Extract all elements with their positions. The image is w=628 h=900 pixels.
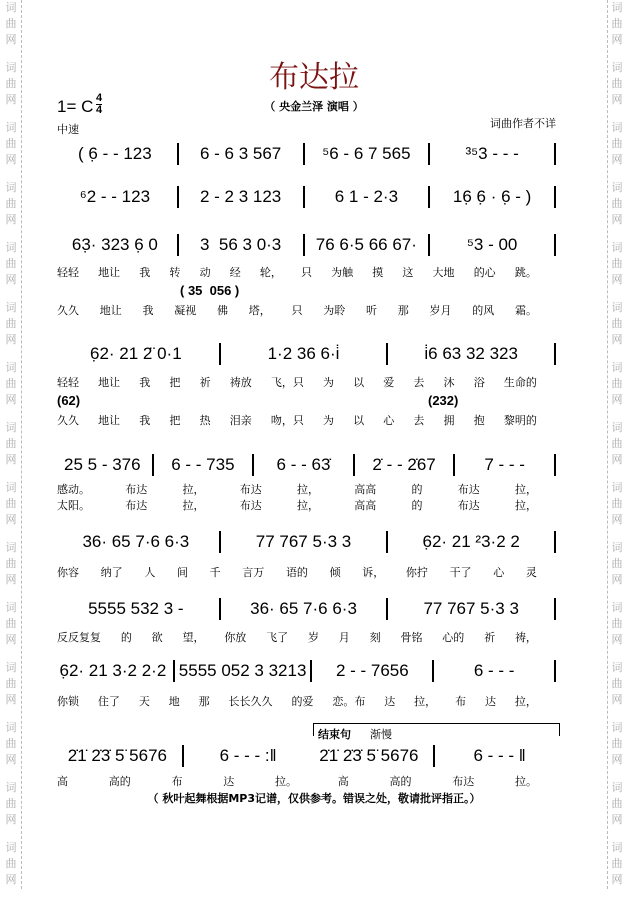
lyric-word: 为: [322, 376, 334, 389]
lyric-word: 飞了: [266, 631, 289, 644]
lyric-word: 动: [199, 266, 211, 279]
bar-line: [303, 186, 305, 208]
lyric-word: 拉，: [297, 499, 319, 512]
notation-row: [57, 143, 560, 165]
lyric-word: 的: [411, 483, 423, 496]
lyric-word: 的: [120, 631, 132, 644]
lyric-line: [57, 374, 537, 390]
measure: 6̣2· 21 3·2 2·2: [59, 661, 167, 680]
notation-row: [57, 660, 560, 682]
lyric-word: 我: [142, 304, 154, 317]
paren-notes: (62): [57, 393, 81, 408]
bar-line: [554, 186, 556, 208]
bar-line: [310, 660, 312, 682]
measure: 2 - 2 3 123: [199, 187, 282, 206]
bar-line: [219, 531, 221, 553]
measure: 7 - - -: [484, 455, 525, 474]
lyric-word: 的风: [472, 304, 495, 317]
lyric-word: 拉，: [515, 483, 537, 496]
measure: 3 56 3 0·3: [199, 235, 282, 254]
measure: 25 5 - 376: [64, 455, 141, 474]
lyric-word: 塔，: [248, 304, 271, 317]
lyric-word: 拉，: [297, 483, 319, 496]
lyric-word: 灵: [525, 566, 537, 579]
lyric-word: 间: [176, 566, 188, 579]
lyric-word: 霜。: [515, 304, 537, 317]
lyric-word: 祷放: [229, 376, 252, 389]
credit: 词曲作者不详: [490, 117, 556, 130]
lyric-word: 黎明的: [503, 414, 537, 427]
lyric-word: 地让: [98, 376, 121, 389]
measure: 2̇1̇ 2̇3̇ 5̈ 5676: [319, 746, 419, 765]
lyric-word: 经: [229, 266, 241, 279]
lyric-word: 抱: [473, 414, 485, 427]
lyric-word: 太阳。: [57, 499, 90, 512]
lyric-word: 拉。: [275, 775, 297, 788]
measure: 6 - - - :‖: [219, 746, 277, 765]
lyric-word: 布: [455, 695, 467, 708]
bar-line: [428, 143, 430, 165]
measure: 5555 532 3 -: [88, 599, 184, 618]
lyric-word: 去: [413, 414, 425, 427]
lyric-word: 望，: [182, 631, 205, 644]
singer: （ 央金兰泽 演唱 ）: [264, 100, 364, 113]
lyric-word: 干了: [449, 566, 472, 579]
notation-row: [57, 343, 560, 365]
lyric-word: 只: [300, 266, 312, 279]
ritardando-mark: 渐慢: [370, 728, 392, 741]
lyric-word: 布达: [239, 483, 262, 496]
bar-line: [433, 745, 435, 767]
lyric-word: 达: [484, 695, 496, 708]
lyric-word: 的心: [473, 266, 496, 279]
lyric-word: 拉，: [515, 499, 537, 512]
lyric-word: 达: [384, 695, 396, 708]
lyric-word: 地让: [99, 304, 122, 317]
watermark-right: 词 曲 网 词 曲 网 词 曲 网 词 曲 网 词 曲 网 词 曲 网 词 曲 网 词 曲 网 词 曲 网 词 曲 网 词 曲 网 词 曲 网 词 曲 网 词 曲 网 词 曲 网: [611, 1, 623, 886]
lyric-word: 高高: [354, 499, 377, 512]
notation-row: [57, 598, 560, 620]
lyric-word: 感动。: [57, 483, 90, 496]
lyric-word: 你容: [57, 566, 79, 579]
bar-line: [303, 234, 305, 256]
lyric-line: [57, 412, 537, 428]
lyric-line: [57, 773, 537, 789]
lyric-word: 月: [338, 631, 350, 644]
lyric-word: 那: [397, 304, 409, 317]
measure: 6 - - -: [473, 661, 515, 680]
bar-line: [432, 660, 434, 682]
key-signature: 1= C: [57, 97, 94, 116]
lyric-word: 把: [169, 376, 181, 389]
bar-line: [177, 186, 179, 208]
watermark-left: 词 曲 网 词 曲 网 词 曲 网 词 曲 网 词 曲 网 词 曲 网 词 曲 网 词 曲 网 词 曲 网 词 曲 网 词 曲 网 词 曲 网 词 曲 网 词 曲 网 词 曲 网: [5, 1, 17, 886]
lyric-word: 那: [198, 695, 210, 708]
lyric-word: 骨铭: [400, 631, 423, 644]
bar-line: [386, 343, 388, 365]
lyric-word: 拉，: [182, 483, 205, 496]
lyric-line: [57, 481, 537, 497]
measure: ⁵6 - 6 7 565: [322, 144, 411, 163]
lyric-word: 祈: [199, 376, 211, 389]
lyric-line: [57, 693, 537, 709]
lyric-word: 久久: [57, 304, 79, 317]
lyric-word: 转: [169, 266, 181, 279]
lyric-word: 布: [171, 775, 183, 788]
lyric-word: 你拧: [405, 566, 428, 579]
lyric-word: 拉，: [414, 695, 437, 708]
lyric-word: 我: [139, 376, 151, 389]
bar-line: [177, 234, 179, 256]
lyric-word: 为触: [331, 266, 354, 279]
lyric-word: 地让: [98, 414, 121, 427]
bar-line: [554, 343, 556, 365]
lyric-word: 人: [144, 566, 156, 579]
measure: 6̣2· 21 ²3·2 2: [422, 532, 520, 551]
lyric-word: 为聆: [323, 304, 346, 317]
lyric-word: 你放: [224, 631, 247, 644]
bar-line: [554, 660, 556, 682]
lyric-word: 沐: [443, 376, 455, 389]
measure: 36· 65 7·6 6·3: [250, 599, 357, 618]
notation-row: [57, 531, 560, 553]
measure: 63̣· 323 6̣ 0: [71, 235, 158, 254]
lyric-word: 只: [291, 304, 303, 317]
lyric-word: 泪亲: [229, 414, 252, 427]
lyric-word: 倾: [329, 566, 341, 579]
lyric-word: 浴: [473, 376, 485, 389]
lyric-word: 欲: [151, 631, 163, 644]
lyric-word: 岁月: [429, 304, 452, 317]
notation-row: [57, 745, 560, 767]
tempo-mark: 中速: [57, 123, 79, 136]
lyric-word: 轻轻: [57, 376, 79, 389]
measure: ³⁵3 - - -: [465, 144, 519, 163]
notation-row: [57, 454, 560, 476]
bar-line: [386, 598, 388, 620]
lyric-word: 心的: [442, 631, 465, 644]
measure: 6 - 6 3 567: [199, 144, 282, 163]
measure: 2̇ - - 2̇67: [372, 455, 436, 474]
lyric-word: 拉。: [515, 775, 537, 788]
measure: 2̇1̇ 2̇3̇ 5̈ 5676: [67, 746, 167, 765]
lyric-word: 你锁: [57, 695, 79, 708]
lyric-word: 布达: [239, 499, 262, 512]
lyric-word: 纳了: [100, 566, 123, 579]
measure: 6 - - 63̇: [276, 455, 331, 474]
lyric-word: 长长久久: [228, 695, 273, 708]
lyric-line: [57, 629, 537, 645]
lyric-word: 热: [199, 414, 211, 427]
bar-line: [554, 234, 556, 256]
bar-line: [554, 454, 556, 476]
lyric-word: 轮，: [259, 266, 282, 279]
bar-line: [177, 143, 179, 165]
lyric-line: [57, 264, 537, 280]
lyric-word: 大地: [432, 266, 455, 279]
bar-line: [353, 454, 355, 476]
bar-line: [554, 598, 556, 620]
right-margin-line: [607, 0, 608, 889]
lyric-word: 住了: [97, 695, 120, 708]
lyric-word: 布达: [457, 483, 480, 496]
measure: 36· 65 7·6 6·3: [82, 532, 190, 551]
bar-line: [386, 531, 388, 553]
ending-label: 结束句: [318, 728, 351, 741]
lyric-word: 把: [169, 414, 181, 427]
lyric-word: 岁: [307, 631, 319, 644]
lyric-word: 的爱: [291, 695, 314, 708]
measure: 77 767 5·3 3: [423, 599, 519, 618]
lyric-word: 布达: [125, 499, 148, 512]
lyric-word: 拉，: [514, 695, 537, 708]
lyric-word: 摸: [372, 266, 384, 279]
bar-line: [252, 454, 254, 476]
bar-line: [152, 454, 154, 476]
paren-notes: ( 35 056 ): [180, 283, 240, 298]
lyric-word: 我: [139, 414, 151, 427]
lyric-word: 拥: [443, 414, 455, 427]
bar-line: [554, 143, 556, 165]
lyric-word: 拉，: [182, 499, 205, 512]
lyric-word: 佛: [217, 304, 228, 317]
lyric-word: 天: [138, 695, 150, 708]
lyric-word: 以: [353, 414, 365, 427]
lyric-word: 这: [402, 266, 414, 279]
measure: 6 - - 735: [171, 455, 235, 474]
bar-line: [453, 454, 455, 476]
lyric-word: 高的: [108, 775, 131, 788]
lyric-word: 诉，: [362, 566, 385, 579]
lyric-word: 布达: [452, 775, 475, 788]
lyric-word: 高: [57, 775, 68, 788]
measure: 1·2 36 6·i̇: [267, 344, 340, 363]
lyric-word: 的: [411, 499, 423, 512]
measure: ⁶2 - - 123: [79, 187, 151, 206]
measure: ⁵3 - 00: [466, 235, 518, 254]
lyric-word: 布达: [125, 483, 148, 496]
song-title: 布达拉: [269, 60, 359, 95]
bar-line: [428, 234, 430, 256]
lyric-word: 祷，: [514, 631, 537, 644]
lyric-word: 去: [413, 376, 425, 389]
lyric-word: 达: [223, 775, 235, 788]
measure: 5555 052 3 3213: [178, 661, 307, 680]
lyric-word: 语的: [285, 566, 308, 579]
lyric-word: 言万: [242, 566, 265, 579]
measure: 6̣2· 21 2̈ 0·1: [89, 344, 182, 363]
lyric-word: 布达: [457, 499, 480, 512]
bar-line: [554, 531, 556, 553]
bar-line: [303, 143, 305, 165]
measure: i̇6 63 32 323: [424, 344, 518, 363]
lyric-word: 高的: [389, 775, 412, 788]
bar-line: [173, 660, 175, 682]
measure: 6 1 - 2·3: [334, 187, 399, 206]
lyric-word: 祈: [484, 631, 496, 644]
bar-line: [428, 186, 430, 208]
lyric-word: 高: [337, 775, 349, 788]
lyric-word: 轻轻: [57, 266, 79, 279]
measure: 2 - - 7656: [335, 661, 409, 680]
measure: 16̣ 6̣ · 6̣ - ): [452, 187, 532, 206]
lyric-word: 久久: [57, 414, 79, 427]
bar-line: [182, 745, 184, 767]
lyric-word: 千: [209, 566, 221, 579]
lyric-word: 高高: [354, 483, 377, 496]
measure: 76 6·5 66 67·: [315, 235, 417, 254]
lyric-word: 飞，只: [270, 376, 304, 389]
time-top: 4: [96, 92, 103, 104]
lyric-word: 心: [493, 566, 505, 579]
lyric-word: 生命的: [503, 376, 537, 389]
lyric-word: 为: [322, 414, 334, 427]
lyric-word: 反反复复: [57, 631, 101, 644]
lyric-word: 刻: [369, 631, 381, 644]
lyric-word: 我: [139, 266, 151, 279]
lyric-word: 吻，只: [270, 414, 304, 427]
lyric-line: [57, 302, 537, 318]
measure: ( 6̣ - - 123: [78, 144, 152, 163]
lyric-line: [57, 497, 537, 513]
lyric-word: 地让: [98, 266, 121, 279]
bar-line: [219, 598, 221, 620]
lyric-line: [57, 564, 537, 580]
footer-note: （ 秋叶起舞根据MP3记谱，仅供参考。错误之处，敬请批评指正。）: [147, 792, 481, 805]
lyric-word: 地: [168, 695, 180, 708]
lyric-word: 心: [383, 414, 395, 427]
lyric-word: 听: [366, 304, 377, 317]
lyric-word: 以: [353, 376, 365, 389]
lyric-word: 爱: [383, 376, 395, 389]
lyric-word: 恋。布: [332, 695, 366, 708]
bar-line: [219, 343, 221, 365]
time-bottom: 4: [96, 104, 103, 116]
notation-row: [57, 186, 560, 208]
left-margin-line: [21, 0, 22, 889]
paren-notes: (232): [428, 393, 459, 408]
measure: 77 767 5·3 3: [255, 532, 352, 551]
measure: 6 - - - ‖: [473, 746, 526, 765]
notation-row: [57, 234, 560, 256]
lyric-word: 凝视: [174, 304, 197, 317]
lyric-word: 跳。: [514, 266, 537, 279]
